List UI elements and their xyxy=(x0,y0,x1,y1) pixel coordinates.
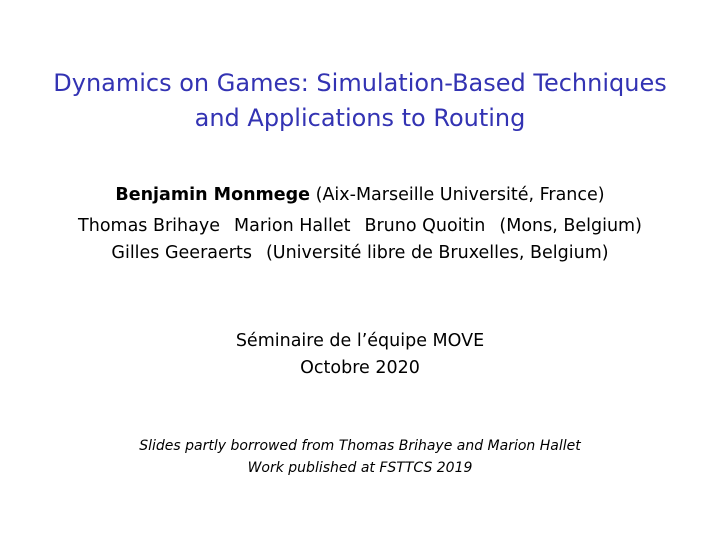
brussels-affiliation: (Université libre de Bruxelles, Belgium) xyxy=(265,243,609,263)
presenter-name: Benjamin Monmege xyxy=(115,185,311,205)
event-date: Octobre 2020 xyxy=(300,358,420,378)
author-name: Thomas Brihaye xyxy=(78,216,220,236)
mons-authors-line xyxy=(0,214,720,238)
brussels-authors-line xyxy=(0,241,720,265)
event-name: Séminaire de l’équipe MOVE xyxy=(235,331,485,351)
publication-note: Work published at FSTTCS 2019 xyxy=(247,460,473,476)
author-name: Gilles Geeraerts xyxy=(111,243,252,263)
author-name: Bruno Quoitin xyxy=(364,216,486,236)
presenter-affiliation: (Aix-Marseille Université, France) xyxy=(315,185,605,205)
author-name: Marion Hallet xyxy=(234,216,351,236)
presenter-line xyxy=(0,183,720,207)
slide-title-line-1: Dynamics on Games: Simulation-Based Techniques xyxy=(53,69,667,97)
slide-title-line-2: and Applications to Routing xyxy=(194,104,526,132)
mons-affiliation: (Mons, Belgium) xyxy=(499,216,642,236)
credit-note: Slides partly borrowed from Thomas Brihaye and Marion Hallet xyxy=(139,438,581,454)
